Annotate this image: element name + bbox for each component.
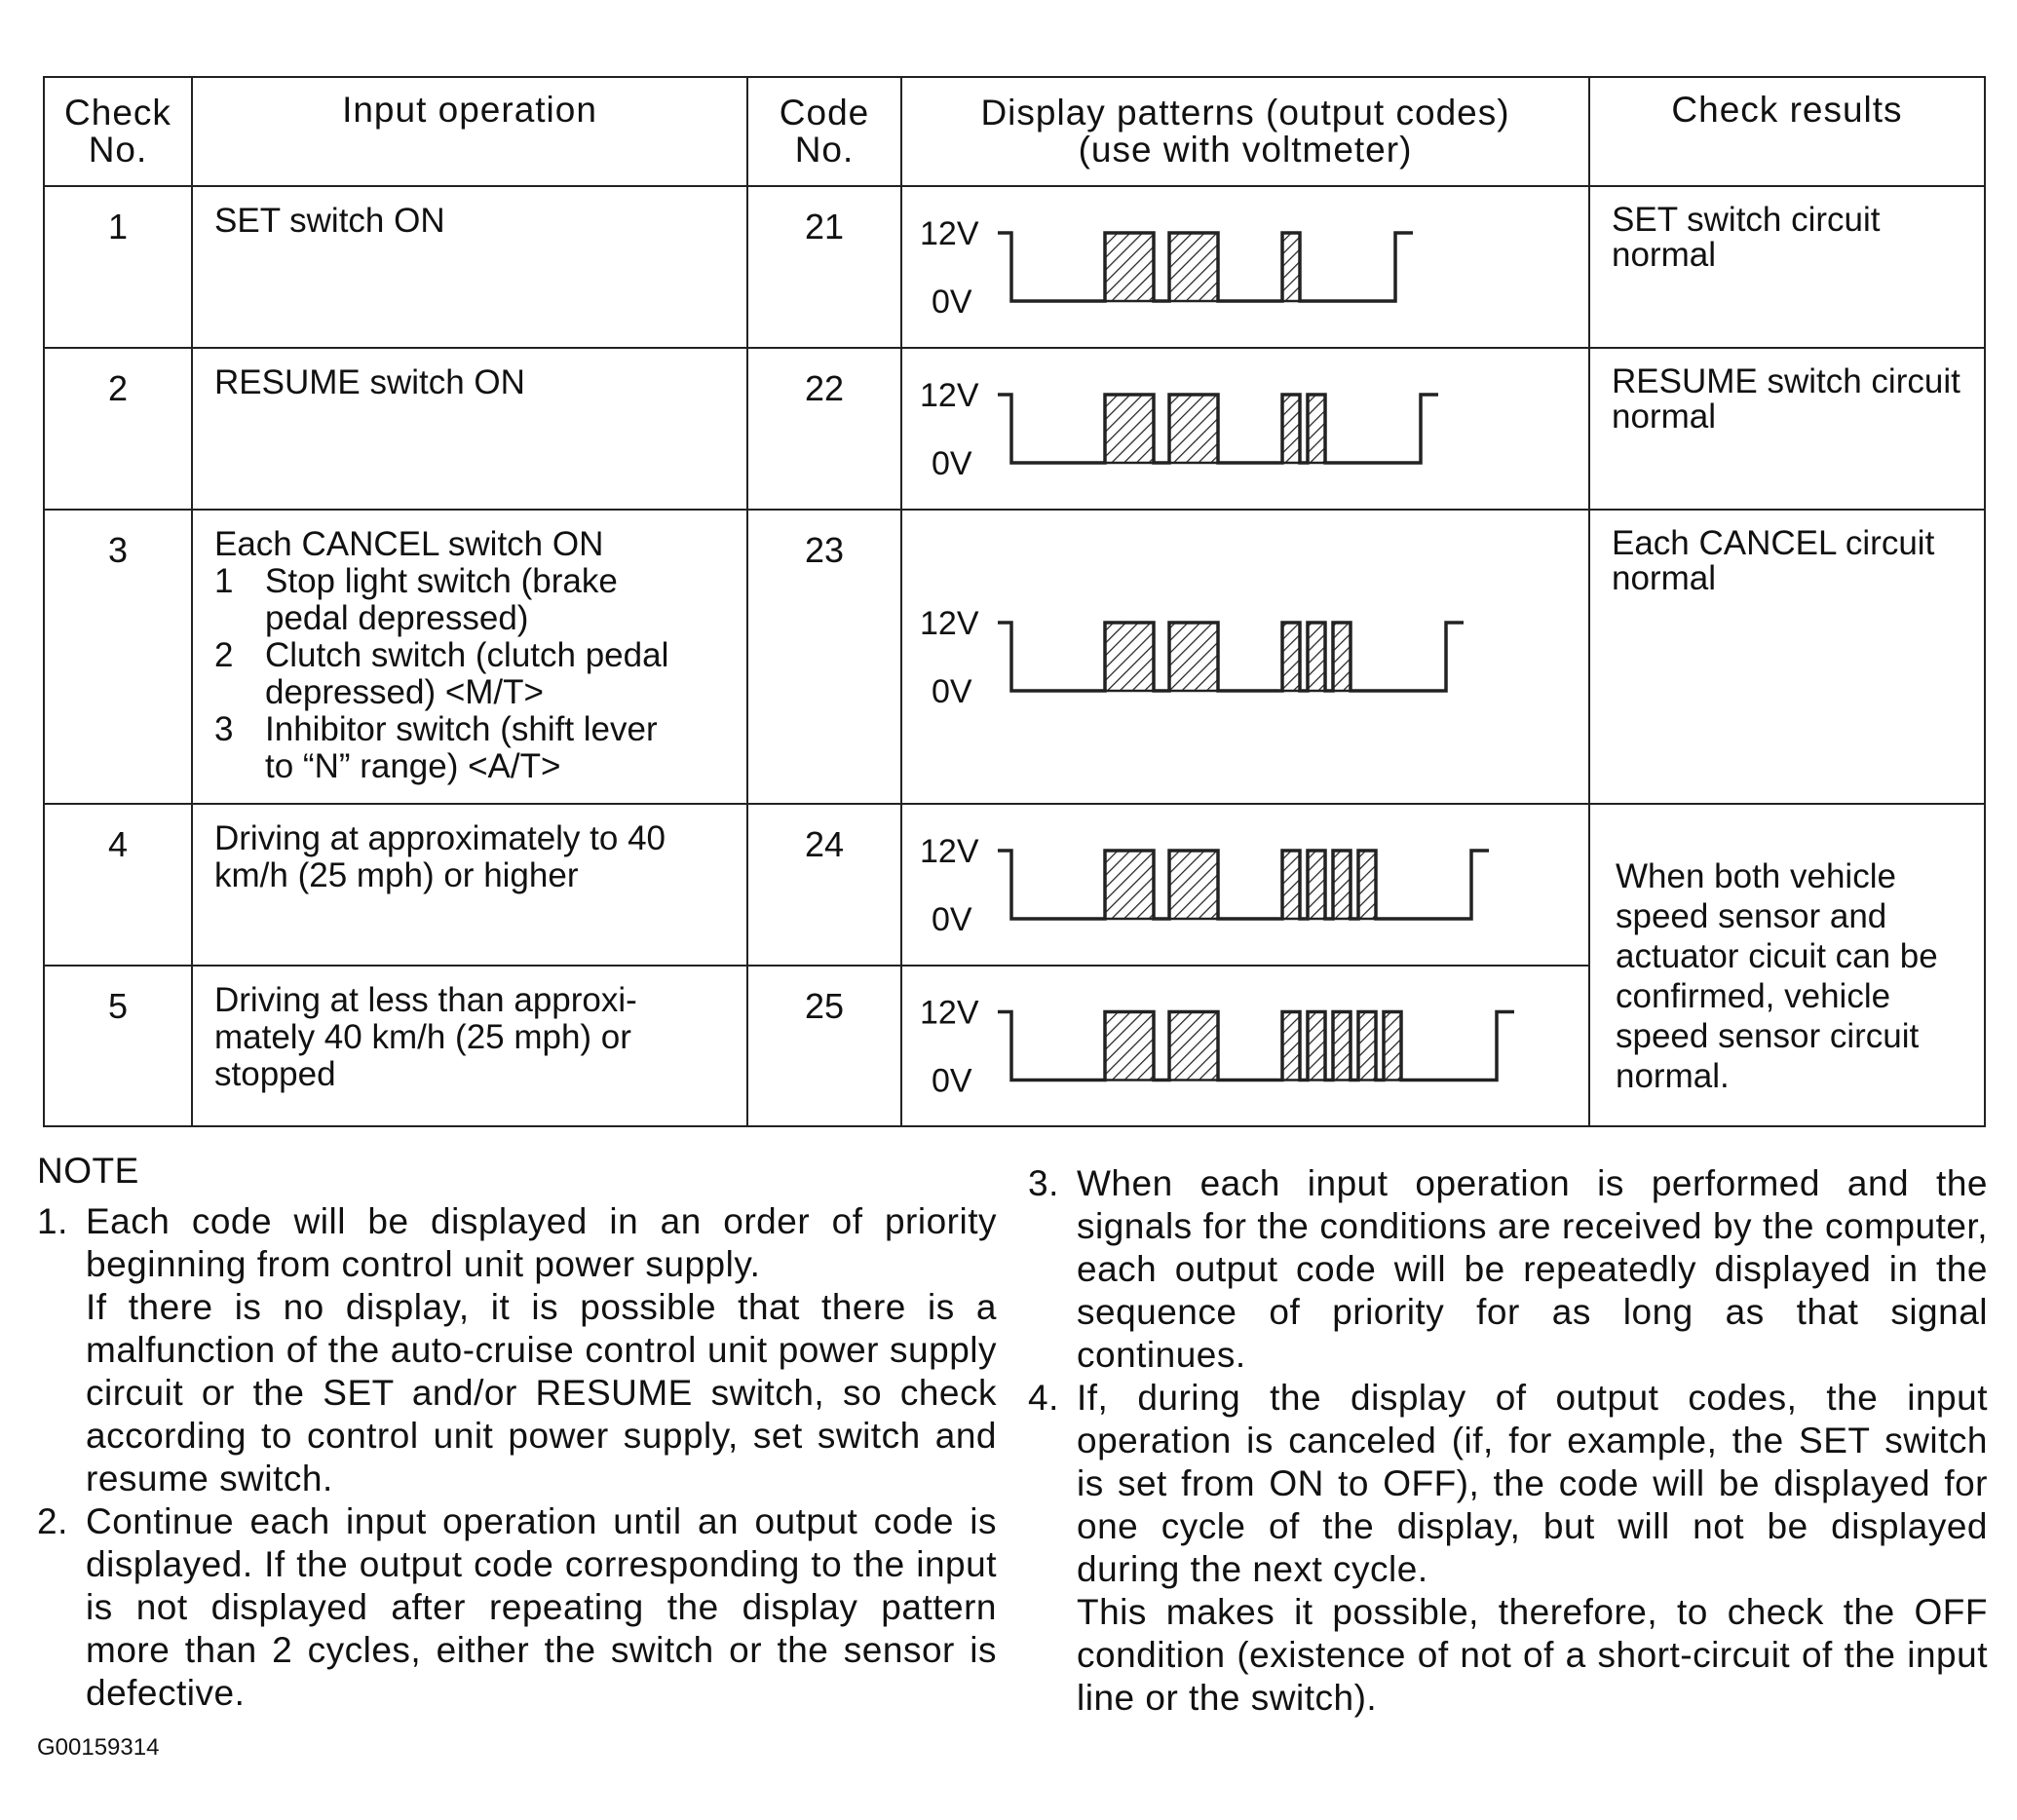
code-pulse xyxy=(1282,851,1300,919)
table-row xyxy=(44,804,1985,966)
check-number: 4 xyxy=(44,804,192,966)
code-pulse xyxy=(1105,851,1154,919)
waveform-diagram xyxy=(902,805,1588,965)
code-pulse xyxy=(1169,851,1218,919)
code-pulse xyxy=(1333,623,1351,691)
code-pulse xyxy=(1282,623,1300,691)
code-number: 24 xyxy=(747,804,901,966)
code-pulse xyxy=(1105,395,1154,463)
voltage-label-high: 12V xyxy=(920,377,979,414)
code-pulse xyxy=(1308,1012,1325,1081)
check-number: 2 xyxy=(44,348,192,510)
code-pulse xyxy=(1282,233,1300,301)
code-pulse xyxy=(1105,1012,1154,1081)
code-pulse xyxy=(1282,1012,1300,1081)
notes-heading: NOTE xyxy=(37,1151,139,1191)
header-check-no: Check No. xyxy=(44,77,192,186)
sub-item: 1 Stop light switch (brake pedal depressed) xyxy=(214,562,618,637)
table-row xyxy=(44,348,1985,510)
code-number: 25 xyxy=(747,966,901,1126)
waveform-line xyxy=(998,623,1464,691)
check-result: RESUME switch circuit normal xyxy=(1589,348,1985,510)
check-result: SET switch circuit normal xyxy=(1589,186,1985,348)
code-pulse xyxy=(1169,1012,1218,1081)
voltage-label-low: 0V xyxy=(932,1062,972,1100)
waveform-line xyxy=(998,1012,1514,1081)
note-2: 2. Continue each input operation until an output code is displayed. If the output code corresponding to the input is not displayed after repeating the display pattern more than 2 cycles, either the switch or the sensor is defective. xyxy=(37,1501,997,1713)
check-result-shared: When both vehicle speed sensor and actuator cicuit can be confirmed, vehicle speed sensor circuit normal. xyxy=(1589,804,1985,1126)
notes-right-column xyxy=(1028,1162,1988,1720)
notes-left-column xyxy=(37,1150,997,1715)
input-operation: SET switch ON xyxy=(192,186,747,348)
table-row xyxy=(44,186,1985,348)
code-pulse xyxy=(1105,623,1154,691)
code-pulse xyxy=(1308,623,1325,691)
code-number: 21 xyxy=(747,186,901,348)
waveform-line xyxy=(998,851,1489,919)
figure-id: G00159314 xyxy=(37,1734,160,1761)
note-4: 4. If, during the display of output codes, the input operation is canceled (if, for example, the SET switch is set from ON to OFF), the code will be displayed for one cycle of the display, but will not be displayed during the next cycle. This makes it possible, therefore, to check the OFF condition (existence of not of a short-circuit of the input line or the switch). xyxy=(1028,1378,1988,1718)
check-number: 1 xyxy=(44,186,192,348)
code-number: 22 xyxy=(747,348,901,510)
code-pulse xyxy=(1308,395,1325,463)
input-operation: Each CANCEL switch ON 1 Stop light switch (brake pedal depressed) 2 Clutch switch (clutch pedal depressed) <M/T> 3 Inhibitor switch (shift lever to “N” range) <A/T> xyxy=(192,510,747,804)
voltage-label-low: 0V xyxy=(932,284,972,321)
input-operation: Driving at approximately to 40 km/h (25 mph) or higher xyxy=(192,804,747,966)
note-3: 3. When each input operation is performed and the signals for the conditions are received by the computer, each output code will be repeatedly displayed in the sequence of priority for as long as that signal continues. xyxy=(1028,1163,1988,1375)
display-pattern-cell xyxy=(901,348,1589,510)
header-code-no: Code No. xyxy=(747,77,901,186)
sub-item: 3 Inhibitor switch (shift lever to “N” range) <A/T> xyxy=(214,710,658,785)
voltage-label-low: 0V xyxy=(932,673,972,710)
input-operation: Driving at less than approxi- mately 40 km/h (25 mph) or stopped xyxy=(192,966,747,1126)
code-pulse xyxy=(1169,233,1218,301)
input-operation: RESUME switch ON xyxy=(192,348,747,510)
code-pulse xyxy=(1384,1012,1401,1081)
check-number: 3 xyxy=(44,510,192,804)
voltage-label-high: 12V xyxy=(920,833,979,870)
waveform-line xyxy=(998,395,1438,463)
code-pulse xyxy=(1169,623,1218,691)
header-check-results: Check results xyxy=(1589,77,1985,186)
voltage-label-high: 12V xyxy=(920,994,979,1032)
voltage-label-high: 12V xyxy=(920,605,979,642)
waveform-diagram xyxy=(902,349,1588,509)
display-pattern-cell xyxy=(901,804,1589,966)
code-pulse xyxy=(1105,233,1154,301)
check-number: 5 xyxy=(44,966,192,1126)
voltage-label-low: 0V xyxy=(932,901,972,938)
code-number: 23 xyxy=(747,510,901,804)
note-1: 1. Each code will be displayed in an order of priority beginning from control unit power supply. If there is no display, it is possible that there is a malfunction of the auto-cruise control unit power supply circuit or the SET and/or RESUME switch, so check according to control unit power supply, set switch and resume switch. xyxy=(37,1201,997,1498)
code-pulse xyxy=(1333,1012,1351,1081)
code-pulse xyxy=(1169,395,1218,463)
diagnosis-code-table xyxy=(43,76,1986,1127)
sub-item: 2 Clutch switch (clutch pedal depressed) <M/T> xyxy=(214,636,669,711)
waveform-diagram xyxy=(902,967,1588,1125)
check-result: Each CANCEL circuit normal xyxy=(1589,510,1985,804)
header-display-patterns: Display patterns (output codes) (use with voltmeter) xyxy=(901,77,1589,186)
voltage-label-high: 12V xyxy=(920,215,979,252)
display-pattern-cell xyxy=(901,966,1589,1126)
code-pulse xyxy=(1333,851,1351,919)
display-pattern-cell xyxy=(901,186,1589,348)
code-pulse xyxy=(1308,851,1325,919)
voltage-label-low: 0V xyxy=(932,445,972,482)
header-input-operation: Input operation xyxy=(192,77,747,186)
code-pulse xyxy=(1358,851,1376,919)
table-row xyxy=(44,510,1985,804)
display-pattern-cell xyxy=(901,510,1589,804)
waveform-diagram xyxy=(902,511,1588,803)
waveform-diagram xyxy=(902,187,1588,347)
code-pulse xyxy=(1358,1012,1376,1081)
table-header-row xyxy=(44,77,1985,186)
code-pulse xyxy=(1282,395,1300,463)
